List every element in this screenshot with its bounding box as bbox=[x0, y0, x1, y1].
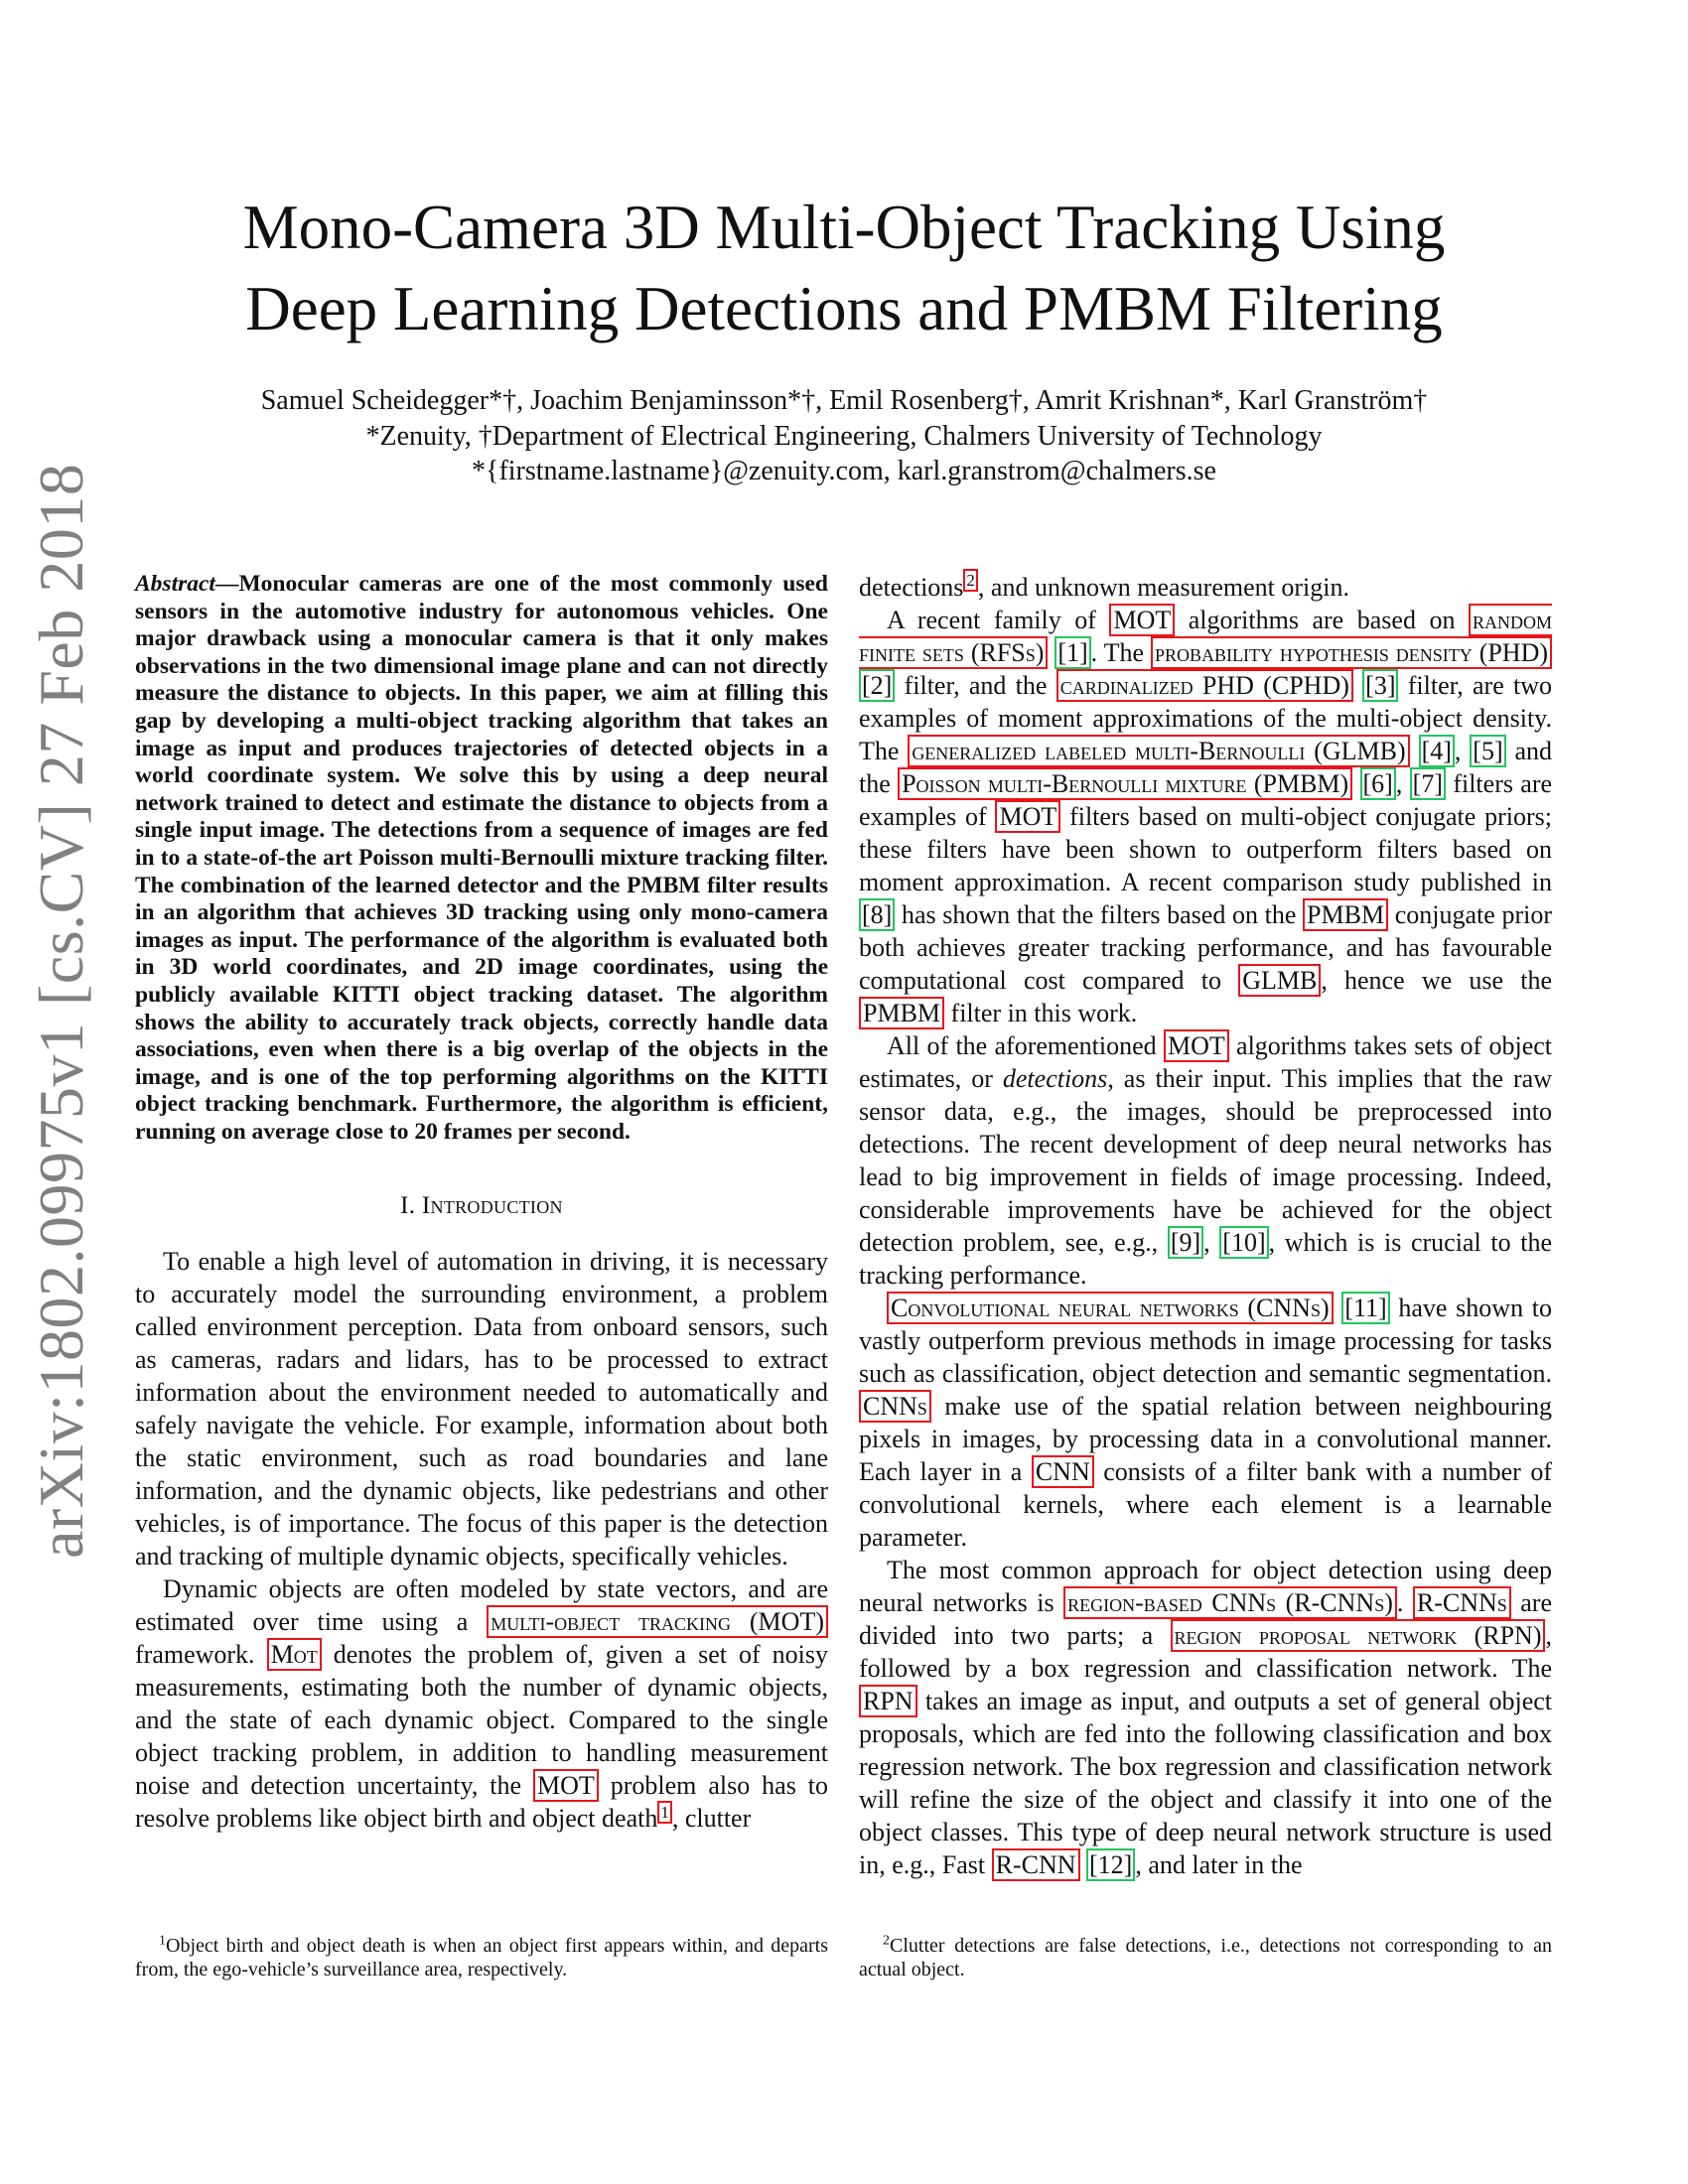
footnote-1 bbox=[135, 1934, 828, 1981]
footnote-text: Clutter detections are false detections, i.e., detections not corresponding to an actual object. bbox=[859, 1935, 1552, 1980]
text-run: filters based on multi-object conjugate priors; these filters have been shown to outperform filters based on moment approximation. A recent comparison study published in bbox=[859, 802, 1552, 896]
acronym-link[interactable]: MOT bbox=[995, 800, 1060, 833]
paragraph bbox=[859, 1554, 1552, 1881]
arxiv-stamp: arXiv:1802.09975v1 [cs.CV] 27 Feb 2018 bbox=[26, 463, 96, 1559]
text-run: algorithms are based on bbox=[1175, 606, 1469, 634]
acronym-link[interactable]: PMBM bbox=[859, 997, 944, 1029]
citation-link[interactable]: [4] bbox=[1419, 735, 1455, 767]
citation-link[interactable]: [3] bbox=[1362, 669, 1398, 702]
text-run: filter in this work. bbox=[944, 999, 1138, 1027]
title-line-1: Mono-Camera 3D Multi-Object Tracking Using bbox=[242, 193, 1446, 262]
footnote-text: Object birth and object death is when an object first appears within, and departs from, the ego-vehicle’s surveillance area, respectively. bbox=[135, 1935, 828, 1980]
text-run: , and later in the bbox=[1135, 1850, 1303, 1879]
acronym-link[interactable]: Mot bbox=[267, 1638, 322, 1671]
paragraph bbox=[135, 1572, 828, 1835]
acronym-link[interactable]: MOT bbox=[1109, 604, 1175, 636]
text-run: . The bbox=[1090, 638, 1151, 667]
acronym-link[interactable]: random finite sets (RFSs) bbox=[859, 606, 1552, 667]
acronym-link[interactable]: MOT bbox=[1164, 1029, 1229, 1062]
text-run: problem also has to resolve problems like object birth and object death bbox=[135, 1771, 828, 1834]
text-run bbox=[1353, 671, 1362, 700]
text-run bbox=[1410, 737, 1419, 765]
text-run: have shown to vastly outperform previous methods in image processing for tasks such as classification, object detection and semantic segmentation. bbox=[859, 1294, 1552, 1388]
text-run: make use of the spatial relation between neighbouring pixels in images, by processing data in a convolutional manner. Each layer in a bbox=[859, 1392, 1552, 1486]
emails: *{firstname.lastname}@zenuity.com, karl.granstrom@chalmers.se bbox=[472, 456, 1216, 486]
paper-title bbox=[119, 187, 1569, 349]
acronym-link[interactable]: Poisson multi-Bernoulli mixture (PMBM) bbox=[898, 767, 1352, 800]
title-line-2: Deep Learning Detections and PMBM Filtering bbox=[245, 274, 1443, 343]
emphasis: detections bbox=[1002, 1064, 1108, 1093]
paragraph bbox=[859, 604, 1552, 1029]
paragraph bbox=[859, 571, 1552, 604]
text-run: algorithms takes sets of object estimates, or bbox=[859, 1031, 1552, 1093]
footnote-ref[interactable]: 2 bbox=[963, 569, 978, 592]
text-run: conjugate prior both achieves greater tracking performance, and has favourable computational cost compared to bbox=[859, 900, 1552, 995]
text-run: , and unknown measurement origin. bbox=[977, 573, 1349, 602]
citation-link[interactable]: [1] bbox=[1055, 636, 1090, 669]
text-run: The most common approach for object detection using deep neural networks is bbox=[859, 1556, 1552, 1617]
text-run: filter, and the bbox=[895, 671, 1056, 700]
text-run: are divided into two parts; a bbox=[859, 1588, 1552, 1650]
acronym-link[interactable]: GLMB bbox=[1238, 964, 1321, 997]
text-run bbox=[1352, 769, 1359, 798]
footnote-ref[interactable]: 1 bbox=[657, 1801, 672, 1824]
citation-link[interactable]: [8] bbox=[859, 898, 895, 931]
acronym-link[interactable]: MOT bbox=[533, 1769, 599, 1802]
text-run: , bbox=[1454, 737, 1471, 765]
acronym-link[interactable]: cardinalized PHD (CPHD) bbox=[1056, 669, 1353, 702]
acronym-link[interactable]: R-CNNs bbox=[1413, 1586, 1511, 1619]
acronym-link[interactable]: CNNs bbox=[859, 1390, 931, 1423]
citation-link[interactable]: [9] bbox=[1168, 1226, 1203, 1259]
citation-link[interactable]: [11] bbox=[1341, 1292, 1389, 1324]
text-run: , hence we use the bbox=[1321, 966, 1552, 995]
abstract-label: Abstract bbox=[135, 571, 215, 597]
left-column bbox=[135, 571, 828, 1835]
text-run: , bbox=[1203, 1228, 1220, 1257]
acronym-link[interactable]: region-based CNNs (R-CNNs) bbox=[1063, 1586, 1397, 1619]
acronym-link[interactable]: RPN bbox=[859, 1685, 917, 1717]
text-run: framework. bbox=[135, 1640, 267, 1670]
right-column bbox=[859, 571, 1552, 1881]
text-run: has shown that the filters based on the bbox=[895, 900, 1304, 929]
text-run: denotes the problem of, given a set of noisy measurements, estimating both the number of dynamic objects, and the state of each dynamic object. Compared to the single object tracking problem, in addition to handling measurement noise and detection uncertainty, the bbox=[135, 1640, 828, 1801]
acronym-link[interactable]: region proposal network (RPN) bbox=[1171, 1619, 1546, 1652]
acronym-link[interactable]: CNN bbox=[1032, 1455, 1094, 1488]
footnote-2 bbox=[859, 1934, 1552, 1981]
citation-link[interactable]: [10] bbox=[1219, 1226, 1268, 1259]
text-run: and the bbox=[859, 737, 1553, 798]
acronym-link[interactable]: R-CNN bbox=[992, 1848, 1080, 1881]
citation-link[interactable]: [7] bbox=[1410, 767, 1446, 800]
text-run: detections bbox=[859, 573, 964, 602]
text-run: consists of a filter bank with a number of convolutional kernels, where each element is a learnable parameter. bbox=[859, 1457, 1552, 1552]
text-run: , which is is crucial to the tracking performance. bbox=[859, 1228, 1552, 1290]
text-run: filters are examples of bbox=[859, 769, 1553, 831]
citation-link[interactable]: [12] bbox=[1086, 1848, 1135, 1881]
acronym-link[interactable]: probability hypothesis density (PHD) bbox=[1151, 636, 1552, 669]
text-run: . bbox=[1396, 1588, 1413, 1617]
paragraph bbox=[859, 1029, 1552, 1292]
text-run: filter, are two examples of moment approximations of the multi-object density. The bbox=[859, 671, 1553, 765]
acronym-link[interactable]: multi-object tracking (MOT) bbox=[487, 1605, 828, 1638]
text-run: , followed by a box regression and classification network. The bbox=[859, 1621, 1552, 1683]
abstract-text: —Monocular cameras are one of the most commonly used sensors in the automotive industry for autonomous vehicles. One major drawback using a monocular camera is that it only makes observations in the two dimensional image plane and can not directly measure the distance to objects. In this paper, we aim at filling this gap by developing a multi-object tracking algorithm that takes an image as input and produces trajectories of detected objects in a world coordinate system. We solve this by using a deep neural network trained to detect and estimate the distance to objects from a single input image. The detections from a sequence of images are fed in to a state-of-the art Poisson multi-Bernoulli mixture tracking filter. The combination of the learned detector and the PMBM filter results in an algorithm that achieves 3D tracking using only mono-camera images as input. The performance of the algorithm is evaluated both in 3D world coordinates, and 2D image coordinates, using the publicly available KITTI object tracking dataset. The algorithm shows the ability to accurately track objects, correctly handle data associations, even when there is a big overlap of the objects in the image, and is one of the top performing algorithms on the KITTI object tracking benchmark. Furthermore, the algorithm is efficient, running on average close to 20 frames per second. bbox=[135, 571, 828, 1145]
text-run: , bbox=[1395, 769, 1410, 798]
citation-link[interactable]: [5] bbox=[1470, 735, 1505, 767]
text-run: Dynamic objects are often modeled by state vectors, and are estimated over time using a bbox=[135, 1574, 828, 1637]
paragraph: To enable a high level of automation in driving, it is necessary to accurately model the surrounding environment, a problem called environment perception. Data from onboard sensors, such as cameras, radars and lidars, has to be processed to extract information about the environment needed to automatically and safely navigate the vehicle. For example, information about both the static environment, such as road boundaries and lane information, and the dynamic objects, like pedestrians and other vehicles, is of importance. The focus of this paper is the detection and tracking of multiple dynamic objects, specifically vehicles. bbox=[135, 1247, 828, 1571]
footnote-mark: 2 bbox=[883, 1933, 890, 1949]
acronym-link[interactable]: Convolutional neural networks (CNNs) bbox=[887, 1292, 1334, 1324]
footnote-mark: 1 bbox=[159, 1933, 166, 1949]
paragraph bbox=[859, 1292, 1552, 1554]
section-heading-introduction: I. Introduction bbox=[400, 1192, 563, 1220]
acronym-link[interactable]: PMBM bbox=[1303, 898, 1388, 931]
acronym-link[interactable]: generalized labeled multi-Bernoulli (GLMB) bbox=[908, 735, 1409, 767]
citation-link[interactable]: [2] bbox=[859, 669, 895, 702]
authors: Samuel Scheidegger*†, Joachim Benjaminsson*†, Emil Rosenberg†, Amrit Krishnan*, Karl Granström† bbox=[260, 385, 1428, 416]
abstract bbox=[135, 571, 828, 1146]
text-run: , as their input. This implies that the raw sensor data, e.g., the images, should be preprocessed into detections. The recent development of deep neural networks has lead to big improvement in fields of image processing. Indeed, considerable improvements have be achieved for the object detection problem, see, e.g., bbox=[859, 1064, 1552, 1257]
text-run: A recent family of bbox=[887, 606, 1110, 634]
affiliations: *Zenuity, †Department of Electrical Engineering, Chalmers University of Technology bbox=[365, 421, 1323, 452]
text-run: , clutter bbox=[671, 1804, 752, 1834]
citation-link[interactable]: [6] bbox=[1360, 767, 1396, 800]
text-run: takes an image as input, and outputs a set of general object proposals, which are fed into the following classification and box regression network. The box regression and classification network will refine the size of the object and classify it into one of the object classes. This type of deep neural network structure is used in, e.g., Fast bbox=[859, 1687, 1552, 1879]
text-run: All of the aforementioned bbox=[887, 1031, 1164, 1060]
